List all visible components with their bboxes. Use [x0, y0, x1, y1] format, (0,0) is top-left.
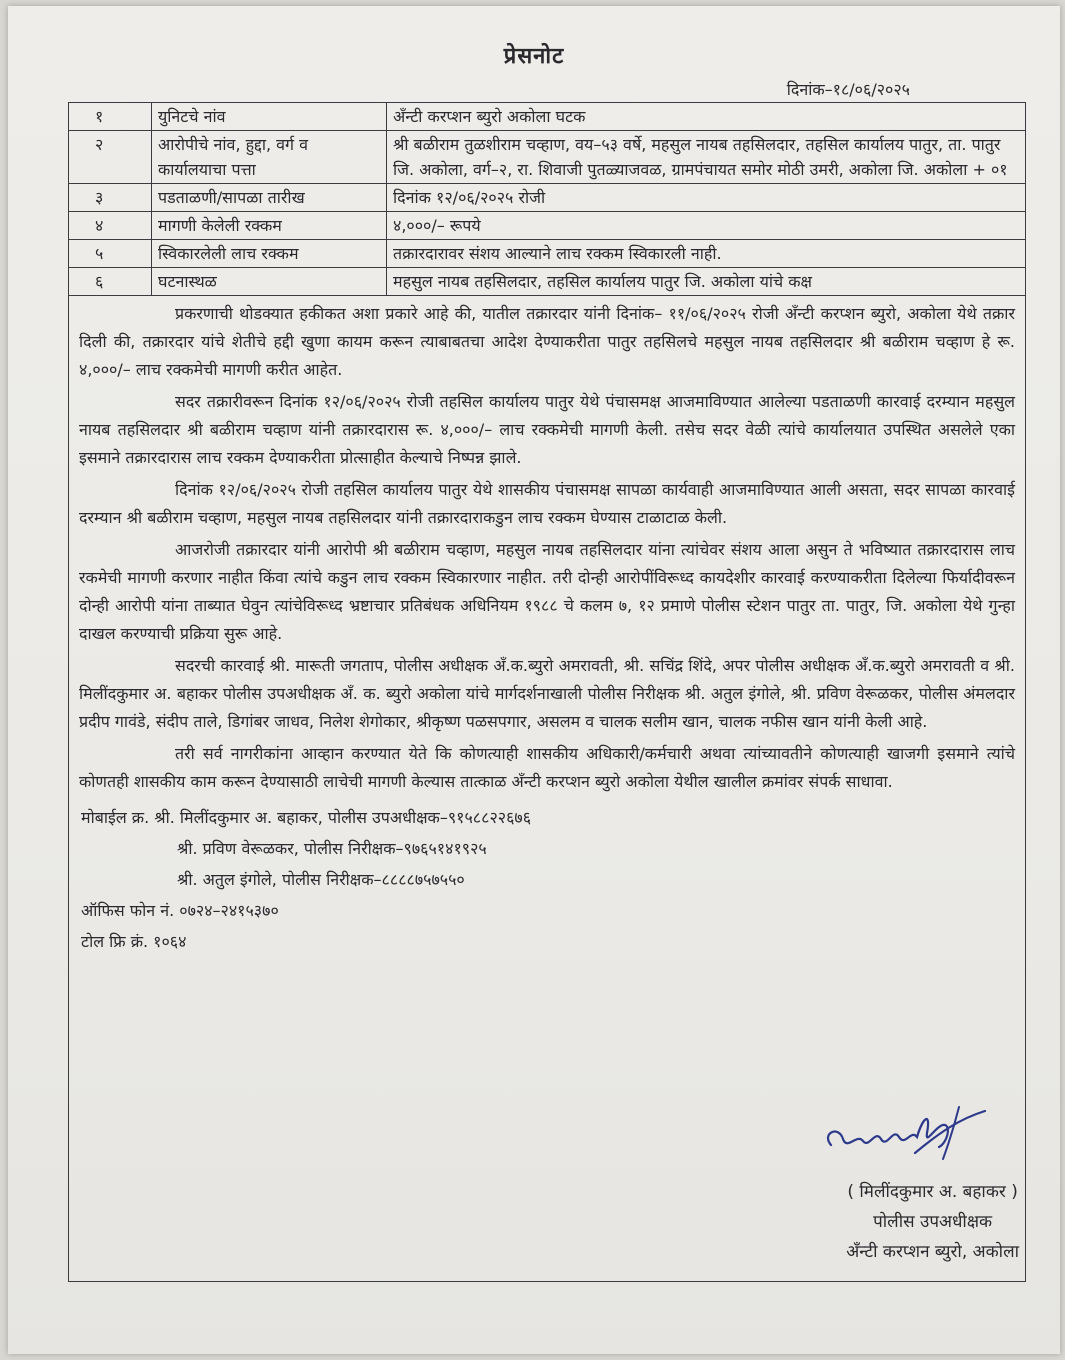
contact-list: [69, 802, 1025, 957]
row-label: आरोपीचे नांव, हुद्दा, वर्ग व कार्यालयाचा पत्ता: [152, 131, 387, 184]
row-value: महसुल नायब तहसिलदार, तहसिल कार्यालय पातुर जि. अकोला यांचे कक्ष: [387, 268, 1026, 296]
paragraph-trap: दिनांक १२/०६/२०२५ रोजी तहसिल कार्यालय पातुर येथे शासकीय पंचासमक्ष सापळा कार्यवाही आजमाविण्यात आली असता, सदर सापळा कारवाई दरम्यान श्री बळीराम चव्हाण, महसुल नायब तहसिलदार यांनी तक्रारदाराकडुन लाच रक्कम घेण्यास टाळाटाळ केली.: [79, 480, 1015, 527]
table-row: [69, 131, 1025, 184]
press-note-page: [8, 6, 1060, 1354]
content-frame: [68, 102, 1026, 1282]
toll-free-number: टोल फ्रि क्रं. १०६४: [81, 932, 187, 951]
row-value: दिनांक १२/०६/२०२५ रोजी: [387, 184, 1026, 212]
row-number: २: [69, 131, 152, 184]
row-value: श्री बळीराम तुळशीराम चव्हाण, वय–५३ वर्षे, महसुल नायब तहसिलदार, तहसिल कार्यालय पातुर, ता. पातुर जि. अकोला, वर्ग–२, रा. शिवाजी पुतळ्याजवळ, ग्रामपंचायत समोर मोठी उमरी, अकोला जि. अकोला + ०१: [387, 131, 1026, 184]
row-label: युनिटचे नांव: [152, 103, 387, 131]
row-number: १: [69, 103, 152, 131]
row-label: मागणी केलेली रक्कम: [152, 212, 387, 240]
paragraph-summary: प्रकरणाची थोडक्यात हकीकत अशा प्रकारे आहे की, यातील तक्रारदार यांनी दिनांक– ११/०६/२०२५ रोजी अँन्टी करप्शन ब्युरो, अकोला येथे तक्रार दिली की, तक्रारदार यांचे शेतीचे हद्दी खुणा कायम करून त्याबाबतचा आदेश देण्याकरीता पातुर तहसिलचे महसुल नायब तहसिलदार श्री बळीराम चव्हाण हे रू. ४,०००/– लाच रक्कमेची मागणी करीत आहेत.: [79, 304, 1015, 379]
contact-line: श्री. प्रविण वेरूळकर, पोलीस निरीक्षक–९७६५१४१९२५: [177, 839, 487, 858]
signatory-office: अँन्टी करप्शन ब्युरो, अकोला: [846, 1242, 1019, 1262]
row-number: ३: [69, 184, 152, 212]
paragraph-team: सदरची कारवाई श्री. मारूती जगताप, पोलीस अधीक्षक अँ.क.ब्युरो अमरावती, श्री. सचिंद्र शिंदे, अपर पोलीस अधीक्षक अँ.क.ब्युरो अमरावती व श्री. मिलींदकुमार अ. बहाकर पोलीस उपअधीक्षक अँ. क. ब्युरो अकोला यांचे मार्गदर्शनाखाली पोलीस निरीक्षक श्री. अतुल इंगोले, श्री. प्रविण वेरूळकर, पोलीस अंमलदार प्रदीप गावंडे, संदीप ताले, डिगांबर जाधव, निलेश शेगोकार, श्रीकृष्ण पळसपगार, असलम व चालक सलीम खान, चालक नफीस खान यांनी केली आहे.: [79, 656, 1016, 731]
office-phone: ऑफिस फोन नं. ०७२४–२४१५३७०: [81, 901, 279, 920]
contact-line: श्री. अतुल इंगोले, पोलीस निरीक्षक–८८८८७५७५५०: [177, 870, 465, 889]
signatory-name: ( मिलींदकुमार अ. बहाकर ): [847, 1182, 1018, 1202]
handwritten-signature: [819, 1103, 989, 1173]
row-number: ६: [69, 268, 152, 296]
row-value: अँन्टी करप्शन ब्युरो अकोला घटक: [387, 103, 1026, 131]
row-value: ४,०००/– रूपये: [387, 212, 1026, 240]
paragraph-appeal: तरी सर्व नागरीकांना आव्हान करण्यात येते कि कोणत्याही शासकीय अधिकारी/कर्मचारी अथवा त्यांच्यावतीने कोणत्याही खाजगी इसमाने त्यांचे कोणतही शासकीय काम करून देण्यासाठी लाचेची मागणी केल्यास तात्काळ अँन्टी करप्शन ब्युरो अकोला येथील खालील क्रमांवर संपर्क साधावा.: [79, 744, 1015, 791]
table-row: [69, 240, 1025, 268]
contact-line: मोबाईल क्र. श्री. मिलींदकुमार अ. बहाकर, पोलीस उपअधीक्षक–९१५८८२२६७६: [81, 808, 532, 827]
table-row: [69, 268, 1025, 296]
row-label: पडताळणी/सापळा तारीख: [152, 184, 387, 212]
table-row: [69, 212, 1025, 240]
row-label: स्विकारलेली लाच रक्कम: [152, 240, 387, 268]
press-note-body: [69, 296, 1025, 796]
row-label: घटनास्थळ: [152, 268, 387, 296]
document-date: दिनांक–१८/०६/२०२५: [786, 80, 910, 99]
document-title: प्रेसनोट: [503, 44, 565, 69]
paragraph-verification: सदर तक्रारीवरून दिनांक १२/०६/२०२५ रोजी तहसिल कार्यालय पातुर येथे पंचासमक्ष आजमाविण्यात आलेल्या पडताळणी कारवाई दरम्यान महसुल नायब तहसिलदार श्री बळीराम चव्हाण यांनी तक्रारदारास रू. ४,०००/– लाच रक्कमेची मागणी केली. तसेच सदर वेळी त्यांचे कार्यालयात उपस्थित असलेले एका इसमाने तक्रारदारास लाच रक्कम देण्याकरीता प्रोत्साहीत केल्याचे निष्पन्न झाले.: [79, 392, 1015, 467]
table-row: [69, 103, 1025, 131]
signature-block: [846, 1177, 1019, 1267]
signatory-designation: पोलीस उपअधीक्षक: [873, 1212, 993, 1232]
row-number: ५: [69, 240, 152, 268]
row-number: ४: [69, 212, 152, 240]
paragraph-case-filed: आजरोजी तक्रारदार यांनी आरोपी श्री बळीराम चव्हाण, महसुल नायब तहसिलदार यांना त्यांचेवर संशय आला असुन ते भविष्यात तक्रारदारास लाच रकमेची मागणी करणार नाहीत किंवा त्यांचे कडुन लाच रक्कम स्विकारणार नाहीत. तरी दोन्ही आरोपींविरूध्द कायदेशीर कारवाई करण्याकरीता दिलेल्या फिर्यादीवरून दोन्ही आरोपी यांना ताब्यात घेवुन त्यांचेविरूध्द भ्रष्टाचार प्रतिबंधक अधिनियम १९८८ चे कलम ७, १२ प्रमाणे पोलीस स्टेशन पातुर ता. पातुर, जि. अकोला येथे गुन्हा दाखल करण्याची प्रक्रिया सुरू आहे.: [79, 540, 1015, 643]
case-info-table: [69, 103, 1025, 296]
table-row: [69, 184, 1025, 212]
row-value: तक्रारदारावर संशय आल्याने लाच रक्कम स्विकारली नाही.: [387, 240, 1026, 268]
